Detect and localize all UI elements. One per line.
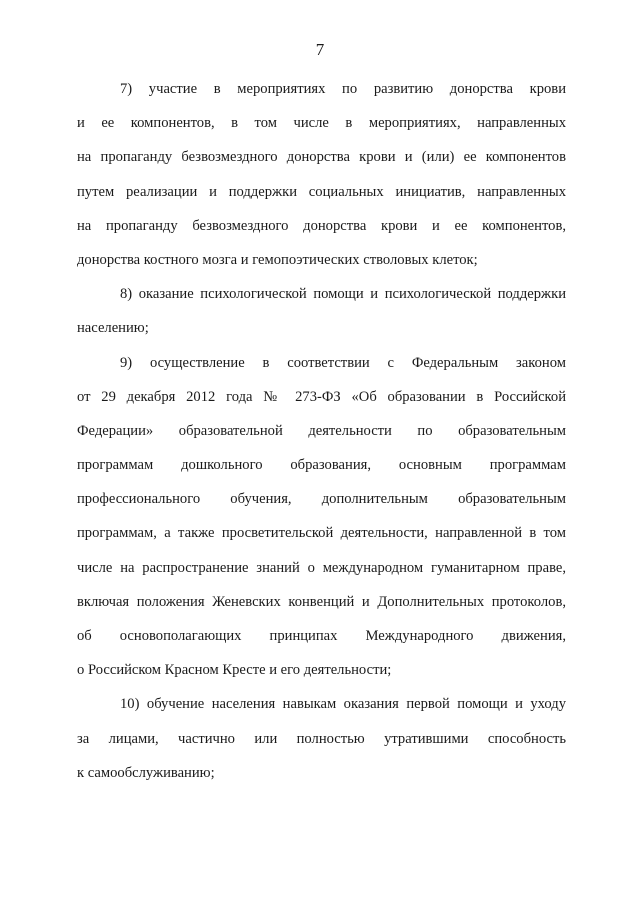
paragraph-item-8 — [77, 283, 566, 351]
text-line: 8) оказание психологической помощи и психологической поддержки — [120, 286, 566, 303]
text-line: 10) обучение населения навыкам оказания первой помощи и уходу — [120, 696, 566, 713]
text-line: об основополагающих принципах Международного движения, — [77, 628, 566, 644]
text-line: на пропаганду безвозмездного донорства крови и ее компонентов, — [77, 217, 566, 234]
text-line: программам дошкольного образования, основным программам — [77, 457, 566, 474]
text-line: за лицами, частично или полностью утратившими способность — [77, 730, 566, 747]
text-line: путем реализации и поддержки социальных инициатив, направленных — [77, 183, 566, 200]
text-line: Федерации» образовательной деятельности по образовательным — [77, 422, 566, 439]
text-line: включая положения Женевских конвенций и Дополнительных протоколов, — [77, 593, 566, 610]
paragraph-item-10 — [77, 693, 566, 796]
text-line: 7) участие в мероприятиях по развитию донорства крови — [120, 81, 566, 97]
paragraph-item-9 — [77, 352, 566, 694]
text-line: о Российском Красном Кресте и его деятельности; — [77, 662, 392, 679]
paragraph-item-7 — [77, 78, 566, 283]
text-line: от 29 декабря 2012 года № 273-ФЗ «Об образовании в Российской — [77, 388, 566, 405]
text-line: населению; — [77, 320, 149, 337]
page-number: 7 — [315, 40, 325, 59]
text-line: донорства костного мозга и гемопоэтических стволовых клеток; — [77, 251, 478, 268]
text-line: 9) осуществление в соответствии с Федеральным законом — [120, 354, 566, 371]
document-body — [77, 78, 566, 796]
text-line: и ее компонентов, в том числе в мероприятиях, направленных — [77, 115, 566, 132]
text-line: к самообслуживанию; — [77, 764, 215, 781]
text-line: программам, а также просветительской деятельности, направленной в том — [77, 525, 566, 542]
text-line: профессионального обучения, дополнительным образовательным — [77, 491, 566, 508]
text-line: на пропаганду безвозмездного донорства крови и (или) ее компонентов — [77, 149, 566, 166]
text-line: числе на распространение знаний о международном гуманитарном праве, — [77, 559, 566, 576]
